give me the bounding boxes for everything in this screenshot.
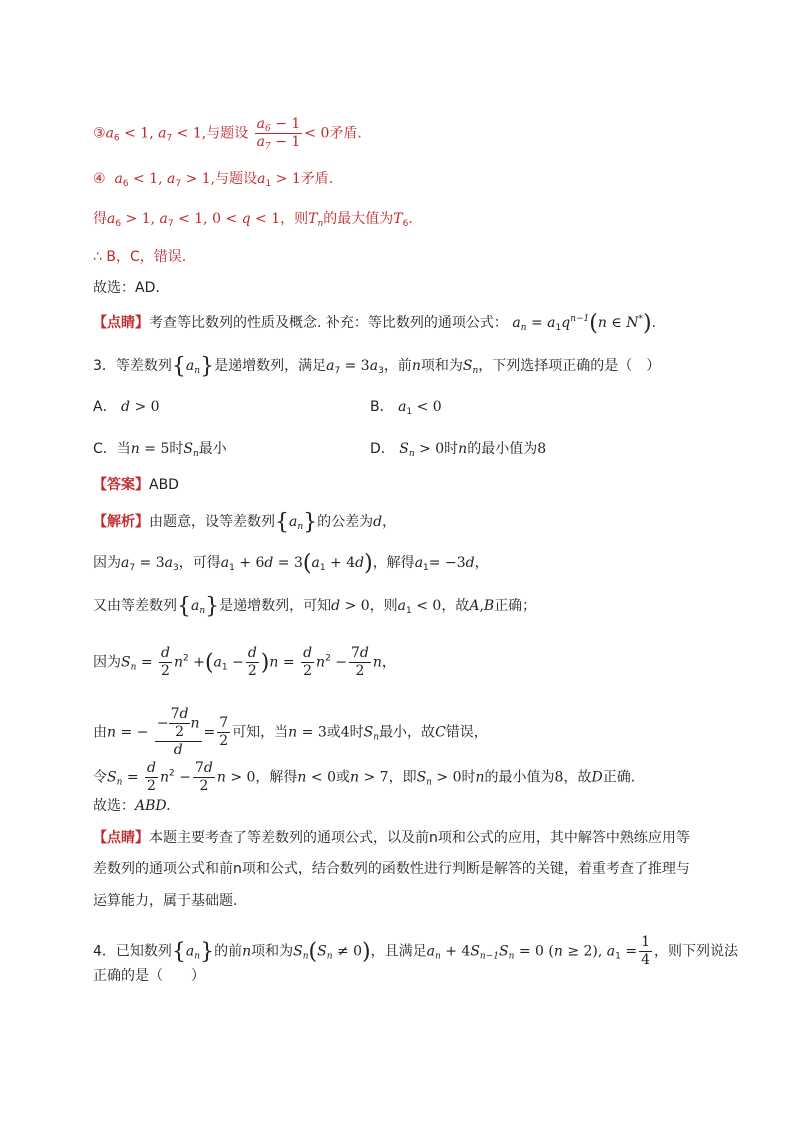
analysis-line-3: 又由等差数列$\{a_n\}$是递增数列，可知d > 0，则$a_1 < 0$，故A,B正确； <box>93 594 537 619</box>
analysis-line-1: 【解析】由题意，设等差数列$\{a_n\}$的公差为d， <box>93 510 397 535</box>
question-4-stem: 4．已知数列$\{a_n\}$的前n项和为$S_n(S_n \ne 0)$，且满足$a_n + 4S_{n-1}S_n = 0$ (n ≥ 2), $a_1$ = $\frac{1}{4}$ ，则下列说法 <box>93 934 738 968</box>
option-a: A． d > 0 <box>93 399 160 415</box>
choose-line: 故选：AD. <box>93 280 160 296</box>
answer-line: 【答案】ABD <box>93 477 179 493</box>
q3-comment-line-2: 差数列的通项公式和前n项和公式，结合数列的函数性进行判断是解答的关键，着重考查了推理与 <box>93 861 690 877</box>
option-c: C．当n = 5时$S_n$最小 <box>93 441 227 459</box>
conclusion-line: 得$a_6 > 1$, $a_7 < 1$, 0 < q < 1，则$T_n$的最大值为$T_6$. <box>93 211 413 229</box>
analysis-line-5: 由n = − − $\frac{7d}{2}$ n d = $\frac{7}{2}$ 可知，当n = 3或4时$S_n$最小，故C错误， <box>93 706 488 758</box>
q3-comment-line-1: 【点睛】本题主要考查了等差数列的通项公式，以及前n项和公式的应用，其中解答中熟练应用等 <box>93 830 690 846</box>
options-cd <box>93 439 693 459</box>
case-3-line: $③a_6 < 1$, $a_7 < 1$,与题设 $\frac{a_6 - 1}{a_7 - 1}$ < 0矛盾. <box>93 116 362 152</box>
analysis-line-4: 因为$S_n$ = $\frac{d}{2}$ $n^2 +(a_1$ − $\frac{d}{2}$ )n = $\frac{d}{2}$ $n^2$ − $\frac{7d}{2}$ n， <box>93 645 396 679</box>
option-b: B． $a_1 < 0$ <box>370 399 442 417</box>
option-d: D． $S_n > 0$时n的最小值为8 <box>370 441 547 459</box>
analysis-line-6: 令$S_n$ = $\frac{d}{2}$ $n^2$ − $\frac{7d}{2}$ n > 0，解得n < 0或n > 7，即$S_n > 0$时n的最小值为8，故D正确. <box>93 760 636 794</box>
fraction: $\frac{a_6 - 1}{a_7 - 1}$ <box>256 116 301 152</box>
case-4-line: ④ $a_6 < 1$, $a_7 > 1$,与题设$a_1 > 1$矛盾. <box>93 171 334 189</box>
comment-line: 【点睛】考查等比数列的性质及概念. 补充：等比数列的通项公式： $a_n = a_1q^{n-1}(n$ ∈ N*). <box>93 311 656 336</box>
bc-wrong-line: ∴ B，C，错误. <box>93 249 187 265</box>
analysis-line-2: 因为$a_7 = 3a_3$，可得$a_1 + 6d = 3(a_1 + 4d)$，解得$a_1= -3d$， <box>93 551 489 576</box>
question-4-stem-cont: 正确的是（ ） <box>93 968 205 984</box>
analysis-choose-line: 故选：ABD. <box>93 798 171 814</box>
options-ab <box>93 397 693 417</box>
question-3-stem: 3．等差数列$\{a_n\}$是递增数列，满足$a_7 = 3a_3$，前n项和为$S_n$，下列选择项正确的是（ ） <box>93 354 661 379</box>
q3-comment-line-3: 运算能力，属于基础题. <box>93 893 238 909</box>
